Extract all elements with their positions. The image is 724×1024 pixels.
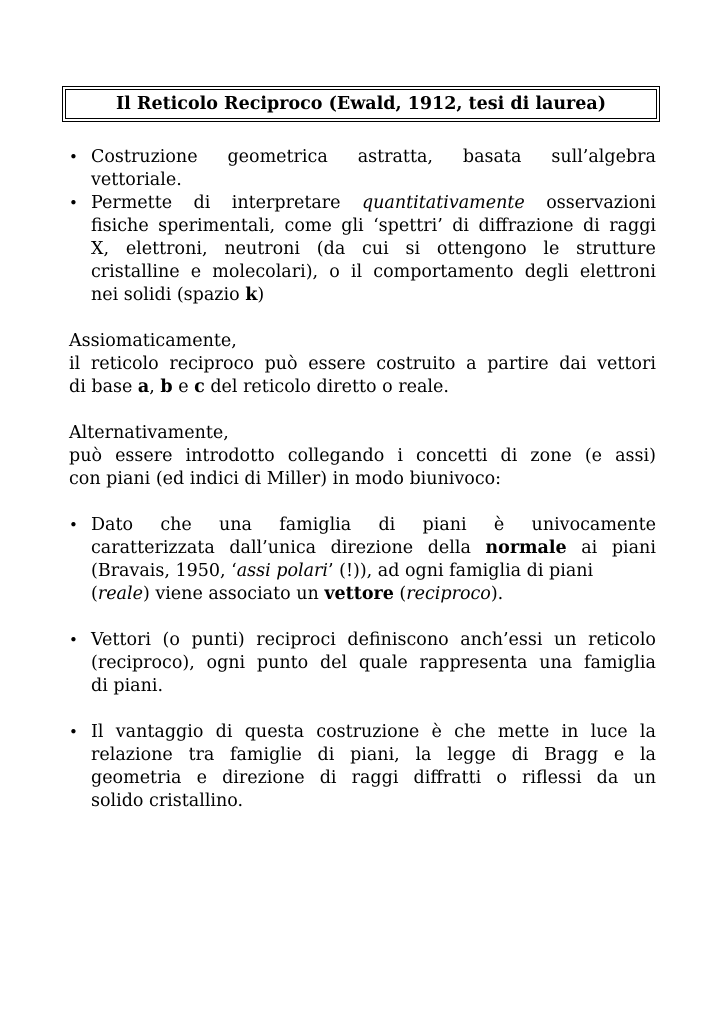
word: di <box>378 515 396 535</box>
word: (reciproco), <box>91 653 195 673</box>
word: geometrica <box>227 147 328 167</box>
word: o <box>329 262 340 282</box>
text-line <box>69 353 656 376</box>
word: punti) <box>191 630 245 650</box>
word: (da <box>316 239 346 259</box>
word: può <box>264 354 298 374</box>
word: da <box>596 768 619 788</box>
word: gli <box>341 216 364 236</box>
word: comportamento <box>373 262 514 282</box>
word: diffrazione <box>478 216 574 236</box>
word: famiglia <box>583 653 656 673</box>
word: del <box>319 653 348 673</box>
bullet-item <box>69 721 656 813</box>
word: Vettori <box>91 630 151 650</box>
word: Costruzione <box>91 147 198 167</box>
paragraph <box>69 330 656 399</box>
word: luce <box>590 722 628 742</box>
word: concetti <box>416 446 488 466</box>
word: tra <box>188 745 215 765</box>
word: di <box>500 446 518 466</box>
text-line <box>91 652 656 675</box>
word: molecolari), <box>212 262 319 282</box>
word: raggi <box>609 216 656 236</box>
word: costruzione <box>316 722 420 742</box>
word: astratta, <box>357 147 433 167</box>
word: può <box>69 446 103 466</box>
text-line <box>91 514 656 537</box>
text-line: di base a, b e c del reticolo diretto o reale. <box>69 377 449 397</box>
word: dai <box>559 354 587 374</box>
word: Dato <box>91 515 134 535</box>
word: geometria <box>91 768 182 788</box>
word: degli <box>524 262 569 282</box>
bullet-item <box>69 629 656 698</box>
word: fisiche <box>91 216 149 236</box>
word: si <box>405 239 421 259</box>
word: elettroni, <box>125 239 208 259</box>
word: di <box>452 216 470 236</box>
word: vantaggio <box>115 722 204 742</box>
bullet-item <box>69 192 656 307</box>
word: i <box>397 446 403 466</box>
document-body <box>69 146 656 813</box>
word: ‘spettri’ <box>373 216 443 236</box>
word: le <box>543 239 560 259</box>
word: definiscono <box>347 630 449 650</box>
text-line: vettoriale. <box>91 170 182 190</box>
text-line: con piani (ed indici di Miller) in modo biunivoco: <box>69 469 502 489</box>
word: X, <box>91 239 110 259</box>
word: raggi <box>351 768 399 788</box>
word: la <box>415 745 432 765</box>
text-line: (Bravais, 1950, ‘assi polari’ (!)), ad ogni famiglia di piani <box>91 561 594 581</box>
emphasis-text: normale <box>485 538 567 558</box>
word: cristalline <box>91 262 180 282</box>
word: direzione <box>222 768 305 788</box>
text-line: (reale) viene associato un vettore (reciproco). <box>91 584 504 604</box>
word: riflessi <box>522 768 582 788</box>
word: legge <box>447 745 496 765</box>
word: questa <box>244 722 305 742</box>
word: neutroni <box>224 239 301 259</box>
word: il <box>350 262 363 282</box>
text-line <box>91 629 656 652</box>
bullet-item <box>69 146 656 192</box>
text-line <box>91 261 656 284</box>
word: una <box>539 653 573 673</box>
word: punto <box>256 653 309 673</box>
word: reticolo <box>90 354 159 374</box>
word: reciproco <box>169 354 254 374</box>
word: piani <box>422 515 467 535</box>
emphasis-text: quantitativamente <box>361 193 525 213</box>
word: mette <box>497 722 550 742</box>
word: vettori <box>597 354 656 374</box>
word: elettroni <box>579 262 656 282</box>
word: rappresenta <box>419 653 528 673</box>
text-line: solido cristallino. <box>91 791 244 811</box>
word: di <box>582 216 600 236</box>
word: come <box>284 216 332 236</box>
word: famiglie <box>229 745 302 765</box>
word: che <box>454 722 486 742</box>
word: o <box>496 768 507 788</box>
word: Bragg <box>544 745 599 765</box>
word: sull’algebra <box>551 147 656 167</box>
page-title: Il Reticolo Reciproco (Ewald, 1912, tesi di laurea) <box>115 94 607 114</box>
word: il <box>69 354 81 374</box>
word: che <box>160 515 192 535</box>
bullet-icon: • <box>69 723 78 741</box>
text-line: Alternativamente, <box>69 423 229 443</box>
word: partire <box>487 354 549 374</box>
word: famiglia <box>279 515 352 535</box>
word: ottengono <box>436 239 527 259</box>
paragraph <box>69 422 656 491</box>
word: un <box>554 630 577 650</box>
word: (o <box>162 630 180 650</box>
word: un <box>633 768 656 788</box>
word: strutture <box>576 239 656 259</box>
word: Il <box>91 722 104 742</box>
word: piani, <box>350 745 400 765</box>
bullet-icon: • <box>69 194 78 212</box>
word: relazione <box>91 745 173 765</box>
word: sperimentali, <box>158 216 276 236</box>
word: diffratti <box>413 768 482 788</box>
text-line: nei solidi (spazio k) <box>91 285 265 305</box>
bullet-icon: • <box>69 631 78 649</box>
word: a <box>466 354 477 374</box>
text-line <box>91 238 656 261</box>
word: introdotto <box>185 446 275 466</box>
word: di <box>317 745 335 765</box>
word: (e <box>584 446 603 466</box>
word: univocamente <box>531 515 656 535</box>
text-line: di piani. <box>91 676 164 696</box>
word: è <box>431 722 442 742</box>
word: in <box>561 722 579 742</box>
bullet-icon: • <box>69 148 78 166</box>
word: e <box>613 745 625 765</box>
word: costruito <box>376 354 456 374</box>
word: e <box>196 768 207 788</box>
word: essere <box>115 446 173 466</box>
text-line <box>91 215 656 238</box>
word: di <box>511 745 529 765</box>
word: di <box>319 768 337 788</box>
bullet-item <box>69 514 656 606</box>
word: anch’essi <box>460 630 543 650</box>
word: collegando <box>287 446 385 466</box>
text-line <box>69 445 656 468</box>
bullet-icon: • <box>69 516 78 534</box>
word: cui <box>362 239 389 259</box>
text-line <box>91 744 656 767</box>
word: reticolo <box>588 630 656 650</box>
text-line <box>91 146 656 169</box>
text-line <box>91 721 656 744</box>
text-line <box>91 767 656 790</box>
word: reciproci <box>256 630 336 650</box>
text-line: Permette di interpretare quantitativamente osservazioni <box>91 193 656 213</box>
text-line: caratterizzata dall’unica direzione della normale ai piani <box>91 538 656 558</box>
word: basata <box>462 147 522 167</box>
word: zone <box>530 446 572 466</box>
title-box <box>62 86 660 122</box>
word: è <box>493 515 505 535</box>
word: quale <box>358 653 408 673</box>
word: e <box>190 262 202 282</box>
text-line: Assiomaticamente, <box>69 331 237 351</box>
word: la <box>639 745 656 765</box>
word: di <box>215 722 233 742</box>
word: una <box>219 515 252 535</box>
word: assi) <box>615 446 656 466</box>
word: la <box>639 722 656 742</box>
word: essere <box>308 354 366 374</box>
word: ogni <box>206 653 246 673</box>
